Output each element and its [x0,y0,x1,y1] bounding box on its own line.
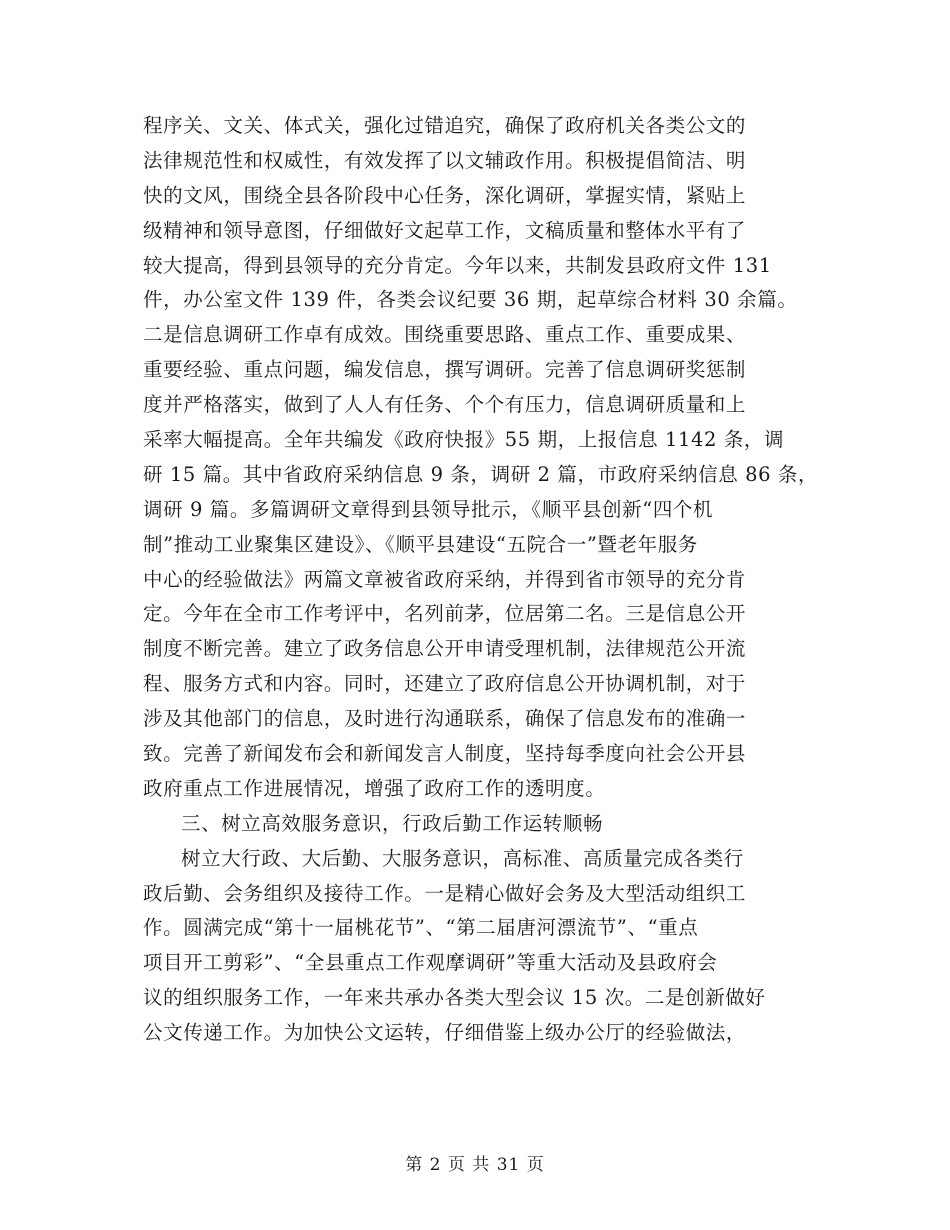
text-line: 项目开工剪彩”、“全县重点工作观摩调研”等重大活动及县政府会 [143,951,718,975]
text-line: 涉及其他部门的信息，及时进行沟通联系，确保了信息发布的准确一 [143,707,747,731]
text-line: 议的组织服务工作，一年来共承办各类大型会议 15 次。二是创新做好 [143,986,766,1010]
text-line: 采率大幅提高。全年共编发《政府快报》55 期，上报信息 1142 条，调 [143,428,785,452]
text-line: 快的文风，围绕全县各阶段中心任务，深化调研，掌握实情，紧贴上 [143,183,747,207]
text-line: 树立大行政、大后勤、大服务意识，高标准、高质量完成各类行 [181,846,744,870]
text-line: 二是信息调研工作卓有成效。围绕重要思路、重点工作、重要成果、 [143,323,747,347]
text-line: 级精神和领导意图，仔细做好文起草工作，文稿质量和整体水平有了 [143,218,747,242]
text-line: 定。今年在全市工作考评中，名列前茅，位居第二名。三是信息公开 [143,602,747,626]
page-footer: 第 2 页 共 31 页 [405,1155,545,1175]
text-line: 制”推动工业聚集区建设》、《顺平县建设“五院合一”暨老年服务 [143,532,698,556]
text-line: 较大提高，得到县领导的充分肯定。今年以来，共制发县政府文件 131 [143,253,772,277]
text-line: 三、树立高效服务意识，行政后勤工作运转顺畅 [181,811,604,835]
text-line: 政府重点工作进展情况，增强了政府工作的透明度。 [143,776,606,800]
text-line: 研 15 篇。其中省政府采纳信息 9 条，调研 2 篇，市政府采纳信息 86 条， [143,462,819,486]
text-line: 度并严格落实，做到了人人有任务、个个有压力，信息调研质量和上 [143,393,747,417]
text-line: 制度不断完善。建立了政务信息公开申请受理机制，法律规范公开流 [143,637,747,661]
text-line: 致。完善了新闻发布会和新闻发言人制度，坚持每季度向社会公开县 [143,742,747,766]
text-line: 法律规范性和权威性，有效发挥了以文辅政作用。积极提倡简洁、明 [143,148,747,172]
text-line: 程、服务方式和内容。同时，还建立了政府信息公开协调机制，对于 [143,672,747,696]
text-line: 重要经验、重点问题，编发信息，撰写调研。完善了信息调研奖惩制 [143,358,747,382]
text-line: 程序关、文关、体式关，强化过错追究，确保了政府机关各类公文的 [143,114,747,137]
text-line: 件，办公室文件 139 件，各类会议纪要 36 期，起草综合材料 30 余篇。 [143,288,798,312]
text-line: 调研 9 篇。多篇调研文章得到县领导批示，《顺平县创新“四个机 [143,497,714,521]
text-line: 政后勤、会务组织及接待工作。一是精心做好会务及大型活动组织工 [143,881,747,905]
text-line: 公文传递工作。为加快公文运转，仔细借鉴上级办公厅的经验做法， [143,1021,747,1045]
document-body [143,109,823,1051]
text-line: 中心的经验做法》两篇文章被省政府采纳，并得到省市领导的充分肯 [143,567,747,591]
text-line: 作。圆满完成“第十一届桃花节”、“第二届唐河漂流节”、“重点 [143,916,699,940]
